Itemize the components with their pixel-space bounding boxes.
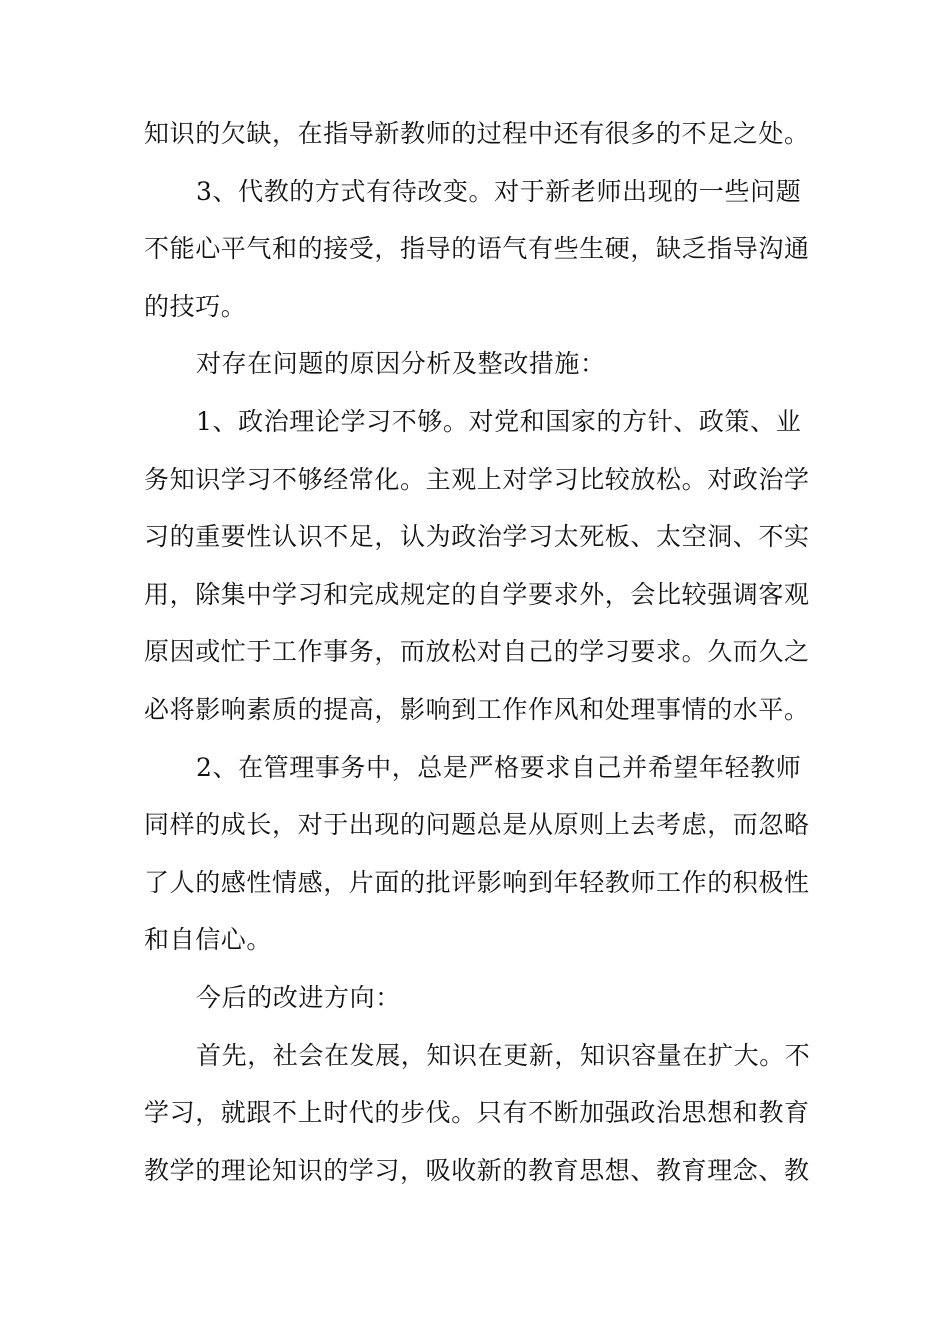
text-line: 1、政治理论学习不够。对党和国家的方针、政策、业 [196,406,802,436]
text-line: 原因或忙于工作事务，而放松对自己的学习要求。久而久之 [144,637,810,667]
section-heading: 对存在问题的原因分析及整改措施： [196,349,606,379]
text-line: 了人的感性情感，片面的批评影响到年轻教师工作的积极性 [144,867,810,897]
text-line: 的技巧。 [144,291,247,321]
text-line: 和自信心。 [144,925,273,955]
text-line: 学习，就跟不上时代的步伐。只有不断加强政治思想和教育 [144,1098,810,1128]
text-line: 3、代教的方式有待改变。对于新老师出现的一些问题 [196,176,802,206]
text-line: 2、在管理事务中，总是严格要求自己并希望年轻教师 [196,752,802,782]
section-heading: 今后的改进方向： [196,982,401,1012]
text-line: 知识的欠缺，在指导新教师的过程中还有很多的不足之处。 [144,119,810,148]
text-line: 务知识学习不够经常化。主观上对学习比较放松。对政治学 [144,464,810,494]
body-text [144,105,810,1199]
text-line: 同样的成长，对于出现的问题总是从原则上去考虑，而忽略 [144,810,810,840]
text-line: 用，除集中学习和完成规定的自学要求外，会比较强调客观 [144,579,810,609]
text-line: 习的重要性认识不足，认为政治学习太死板、太空洞、不实 [144,522,810,552]
text-line: 必将影响素质的提高，影响到工作作风和处理事情的水平。 [144,694,810,724]
text-line: 教学的理论知识的学习，吸收新的教育思想、教育理念、教 [144,1155,810,1185]
text-line: 不能心平气和的接受，指导的语气有些生硬，缺乏指导沟通 [144,234,810,264]
text-line: 首先，社会在发展，知识在更新，知识容量在扩大。不 [196,1040,811,1070]
